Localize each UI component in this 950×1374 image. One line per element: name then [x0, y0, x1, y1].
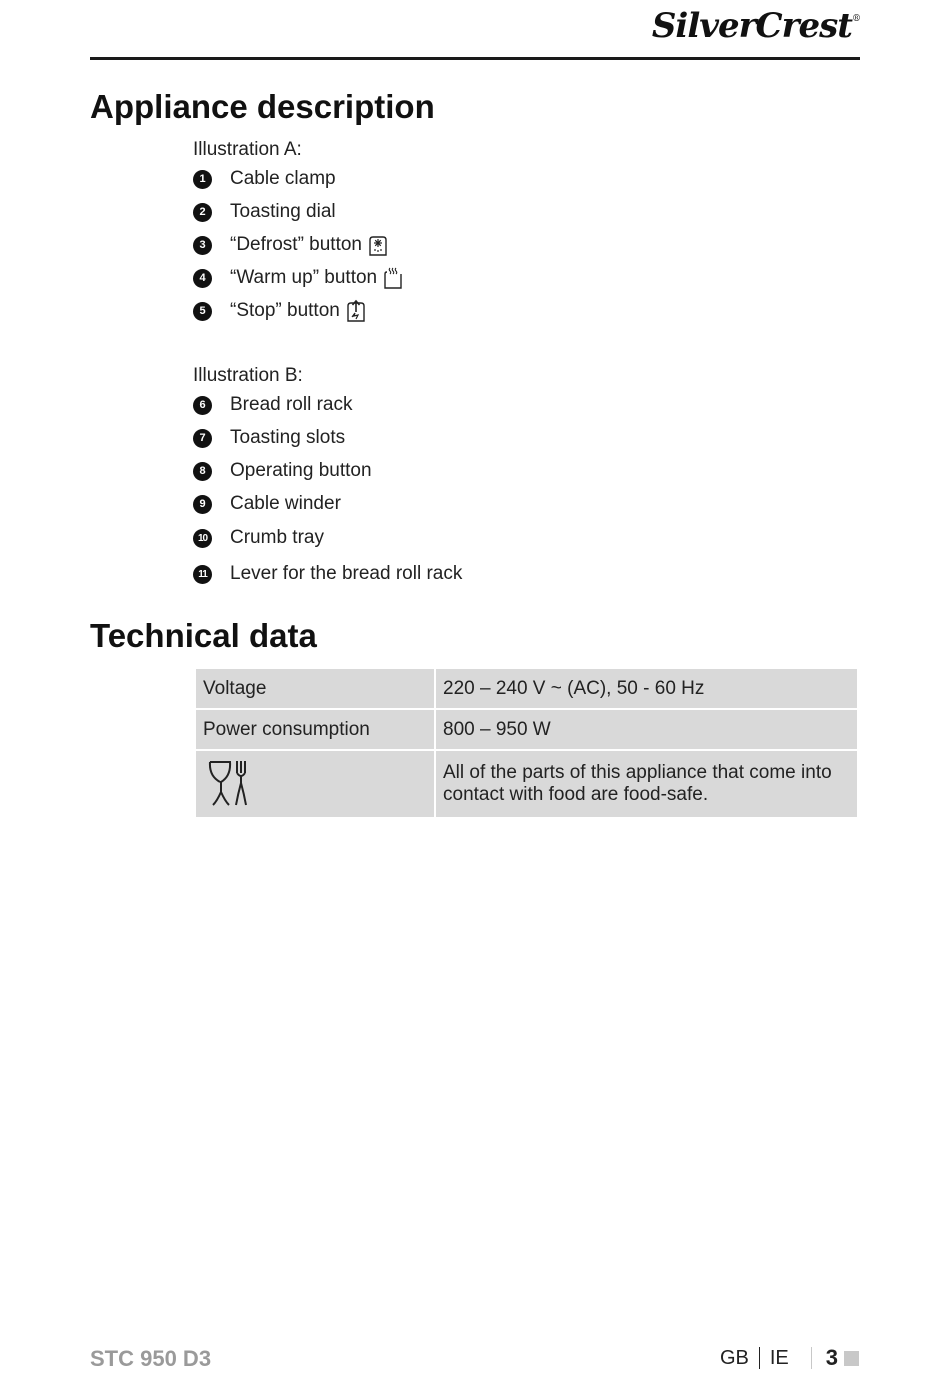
- table-row: [195, 668, 858, 709]
- item-number-badge: 10: [193, 529, 212, 548]
- defrost-icon: [367, 233, 389, 257]
- divider: [811, 1347, 812, 1369]
- table-row: [195, 709, 858, 750]
- item-number-badge: 2: [193, 203, 212, 222]
- table-cell-value: All of the parts of this appliance that come into contact with food are food-safe.: [435, 750, 858, 818]
- model-number: STC 950 D3: [90, 1346, 212, 1371]
- footer-page-info: [720, 1345, 859, 1371]
- item-number-badge: 9: [193, 495, 212, 514]
- item-label: Bread roll rack: [230, 394, 353, 415]
- list-item: [193, 459, 372, 483]
- item-number-badge: 8: [193, 462, 212, 481]
- table-cell-value: 220 – 240 V ~ (AC), 50 - 60 Hz: [435, 668, 858, 709]
- section-title-technical-data: Technical data: [90, 617, 317, 654]
- divider: [759, 1347, 760, 1369]
- list-item: [193, 562, 462, 586]
- section-title-appliance-description: Appliance description: [90, 88, 435, 125]
- item-label: “Stop” button: [230, 300, 340, 321]
- list-item: [193, 266, 404, 290]
- table-cell-label: Power consumption: [195, 709, 435, 750]
- language-code: IE: [769, 1346, 789, 1369]
- list-item: [193, 393, 353, 417]
- stop-icon: [345, 299, 367, 323]
- list-item: [193, 299, 367, 323]
- item-label: Toasting dial: [230, 201, 336, 222]
- food-safe-icon: [206, 759, 252, 809]
- table-cell-label: [195, 750, 435, 818]
- item-number-badge: 3: [193, 236, 212, 255]
- item-label: Cable clamp: [230, 168, 336, 189]
- item-number-badge: 1: [193, 170, 212, 189]
- item-number-badge: 5: [193, 302, 212, 321]
- item-label: Crumb tray: [230, 527, 324, 548]
- table-cell-label: Voltage: [195, 668, 435, 709]
- illustration-b-label: Illustration B:: [193, 365, 303, 386]
- technical-data-table: [194, 667, 859, 819]
- table-row: [195, 750, 858, 818]
- item-label: Cable winder: [230, 493, 341, 514]
- table-cell-value: 800 – 950 W: [435, 709, 858, 750]
- list-item: [193, 426, 345, 450]
- item-label: Toasting slots: [230, 427, 346, 448]
- list-item: [193, 200, 336, 224]
- warm-up-icon: [382, 266, 404, 290]
- language-code: GB: [719, 1346, 749, 1369]
- item-label: Lever for the bread roll rack: [230, 563, 463, 584]
- header-rule: [90, 57, 860, 60]
- illustration-a-label: Illustration A:: [193, 139, 302, 160]
- list-item: [193, 526, 324, 550]
- item-number-badge: 7: [193, 429, 212, 448]
- item-label: “Defrost” button: [230, 234, 362, 255]
- page-marker: [844, 1351, 859, 1366]
- list-item: [193, 167, 336, 191]
- list-item: [193, 233, 389, 257]
- item-label: Operating button: [230, 460, 372, 481]
- list-item: [193, 492, 341, 516]
- page-number: 3: [825, 1345, 838, 1370]
- item-number-badge: 4: [193, 269, 212, 288]
- item-number-badge: 11: [193, 565, 212, 584]
- brand-logo: SilverCrest®: [651, 6, 860, 46]
- item-number-badge: 6: [193, 396, 212, 415]
- item-label: “Warm up” button: [230, 267, 378, 288]
